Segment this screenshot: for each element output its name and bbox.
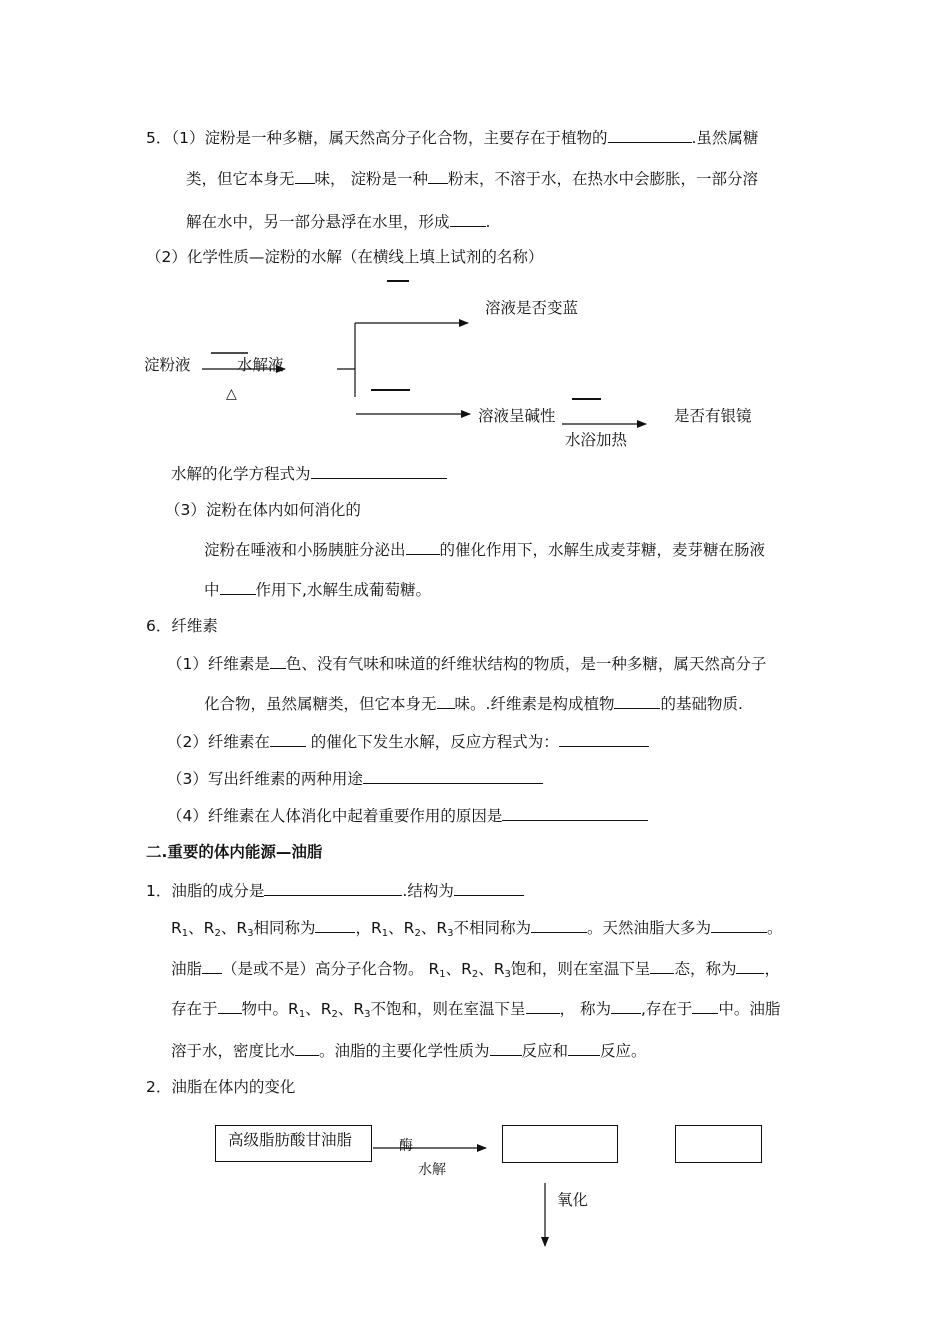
- s2-q1-line2: $R_1$、$R_2$、$R_3$相同称为 ，$R_1$、$R_2$、$R_3$不相同称为 。天然油脂大多为 。: [171, 919, 783, 939]
- blank[interactable]: [736, 958, 764, 974]
- blank[interactable]: [559, 731, 649, 747]
- label-enzyme: 酶: [399, 1138, 413, 1154]
- r-groups: $R_1$、$R_2$、$R_3$: [288, 1000, 371, 1020]
- blank[interactable]: [406, 539, 440, 555]
- blank[interactable]: [218, 998, 242, 1014]
- blank[interactable]: [526, 998, 560, 1014]
- s2-q1-line3: 油脂 （是或不是）高分子化合物。 $R_1$、$R_2$、$R_3$饱和，则在室温下呈 态，称为 ，: [171, 960, 780, 980]
- q6-part1-line2: 化合物，虽然属糖类，但它本身无 味。.纤维素是构成植物 的基础物质.: [204, 695, 743, 713]
- heat-symbol: △: [226, 386, 237, 402]
- label-blue-check: 溶液是否变蓝: [485, 299, 579, 317]
- blank[interactable]: [220, 579, 256, 595]
- r-groups: $R_1$、$R_2$、$R_3$: [428, 960, 511, 980]
- label-alkaline: 溶液呈碱性: [478, 407, 556, 425]
- box-triglyceride: 高级脂肪酸甘油脂: [215, 1125, 372, 1162]
- q6-part4: （4）纤维素在人体消化中起着重要作用的原因是: [167, 805, 648, 826]
- label-oxidation: 氧化: [557, 1191, 589, 1209]
- q6-part1-line1: （1）纤维素是 色、没有气味和味道的纤维状结构的物质，是一种多糖，属天然高分子: [167, 655, 767, 673]
- q5-number: 5．: [146, 129, 172, 147]
- blank[interactable]: [454, 880, 524, 896]
- blank[interactable]: [295, 1040, 319, 1056]
- blank[interactable]: [692, 998, 718, 1014]
- blank[interactable]: [711, 917, 767, 933]
- hydrolysis-equation-line: 水解的化学方程式为: [171, 463, 447, 484]
- q5-line3: 解在水中，另一部分悬浮在水里，形成 .: [186, 213, 491, 231]
- q5-part3-heading: （3）淀粉在体内如何消化的: [165, 501, 361, 519]
- q6-heading: 6．纤维素: [146, 617, 218, 635]
- blank[interactable]: [270, 653, 286, 669]
- box-other-product[interactable]: [675, 1125, 762, 1163]
- s2-q1-line4: 存在于 物中。$R_1$、$R_2$、$R_3$不饱和，则在室温下呈 ， 称为 ,存在于 中。油脂: [171, 1000, 781, 1020]
- q5-part3-line2: 中 作用下,水解生成葡萄糖。: [204, 581, 431, 599]
- blank[interactable]: [650, 958, 674, 974]
- blank[interactable]: [363, 768, 543, 784]
- box-hydrolysis-product[interactable]: [502, 1125, 618, 1163]
- blank[interactable]: [611, 998, 641, 1014]
- blank[interactable]: [614, 693, 660, 709]
- blank[interactable]: [437, 693, 455, 709]
- s2-q1-line5: 溶于水，密度比水 。油脂的主要化学性质为 反应和 反应。: [171, 1042, 647, 1060]
- blank[interactable]: [315, 917, 355, 933]
- blank[interactable]: [202, 958, 222, 974]
- q5-line2: 类，但它本身无 味， 淀粉是一种 粉末，不溶于水，在热水中会膨胀，一部分溶: [186, 170, 758, 188]
- r-groups: $R_1$、$R_2$、$R_3$: [371, 919, 454, 939]
- s2-q2-heading: 2．油脂在体内的变化: [146, 1078, 296, 1096]
- blank[interactable]: [264, 880, 402, 896]
- section-heading: 二.重要的体内能源—油脂: [146, 843, 323, 861]
- q5-part2-heading: （2）化学性质—淀粉的水解（在横线上填上试剂的名称）: [146, 248, 544, 266]
- q5-line1: 5．（1）淀粉是一种多糖，属天然高分子化合物，主要存在于植物的 .虽然属糖: [146, 129, 759, 147]
- s2-q1-line1: 1．油脂的成分是 .结构为: [146, 880, 524, 901]
- label-hydrolysate: 水解液: [237, 356, 284, 374]
- q5-part3-line1: 淀粉在唾液和小肠胰脏分泌出 的催化作用下，水解生成麦芽糖，麦芽糖在肠液: [204, 541, 766, 559]
- label-silver-mirror: 是否有银镜: [674, 407, 752, 425]
- blank[interactable]: [568, 1040, 600, 1056]
- label-starch-solution: 淀粉液: [144, 356, 191, 374]
- label-hydrolysis: 水解: [418, 1162, 446, 1178]
- blank[interactable]: [311, 463, 447, 479]
- blank[interactable]: [490, 1040, 522, 1056]
- r-groups: $R_1$、$R_2$、$R_3$: [171, 919, 254, 939]
- blank[interactable]: [531, 917, 587, 933]
- q6-part3: （3）写出纤维素的两种用途: [167, 768, 543, 789]
- q6-part2: （2）纤维素在 的催化下发生水解，反应方程式为：: [167, 731, 649, 752]
- blank[interactable]: [270, 731, 306, 747]
- label-water-bath: 水浴加热: [565, 431, 628, 449]
- blank[interactable]: [502, 805, 648, 821]
